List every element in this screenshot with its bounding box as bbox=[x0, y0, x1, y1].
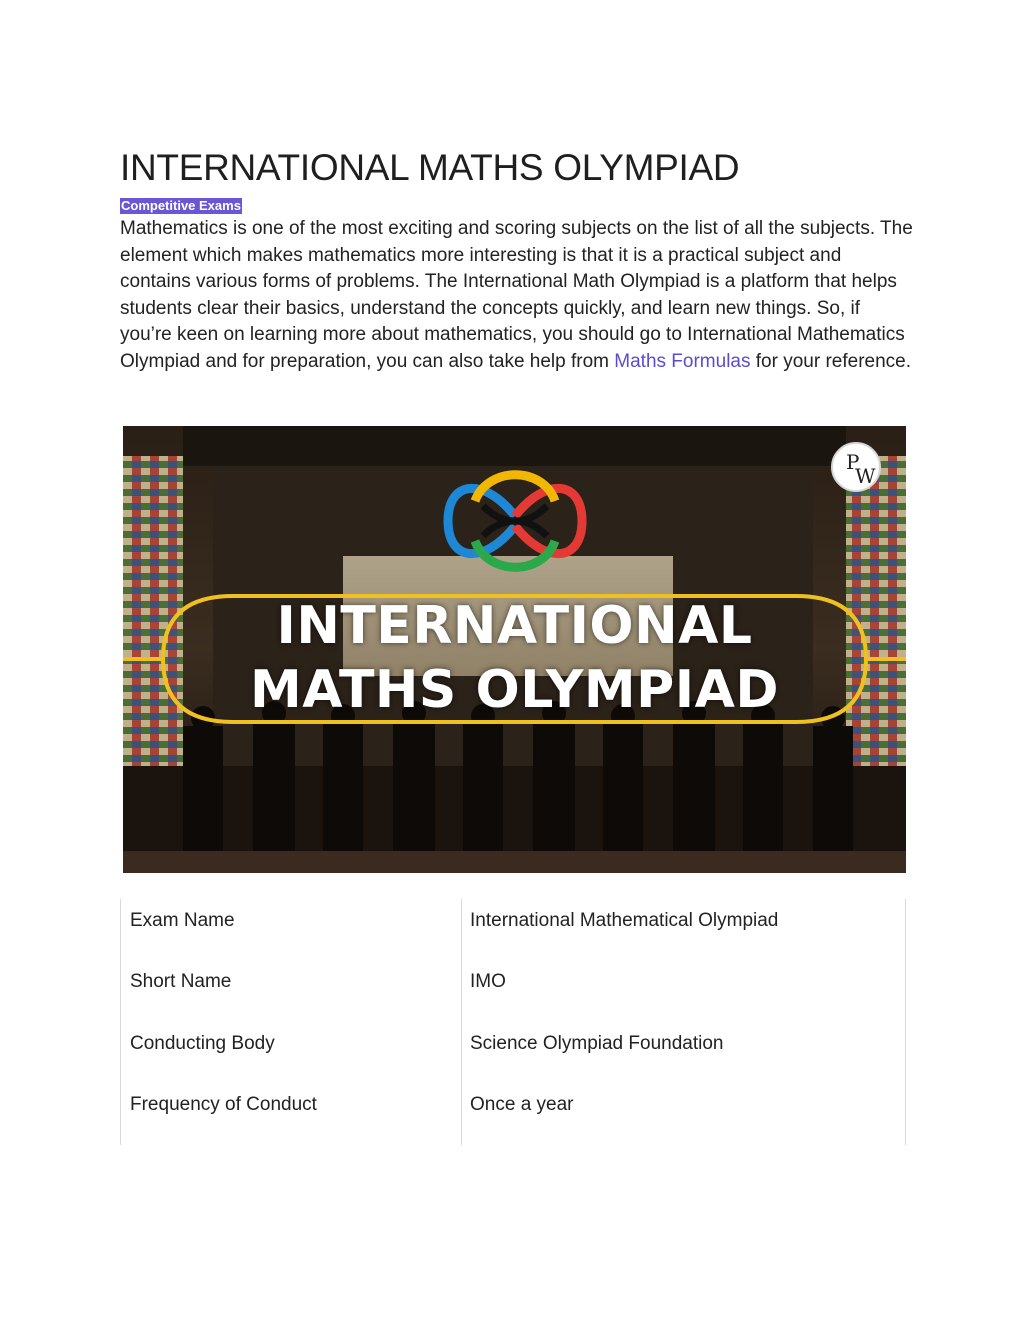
row-label: Exam Name bbox=[130, 910, 235, 931]
intro-paragraph bbox=[120, 216, 915, 376]
table-row bbox=[121, 1085, 905, 1125]
banner-title-line1: INTERNATIONAL bbox=[276, 596, 753, 656]
banner-image bbox=[123, 426, 906, 873]
row-label: Conducting Body bbox=[130, 1033, 275, 1054]
pw-logo bbox=[831, 442, 881, 492]
maths-formulas-link[interactable]: Maths Formulas bbox=[614, 350, 751, 372]
row-value: International Mathematical Olympiad bbox=[470, 910, 779, 931]
row-value: IMO bbox=[470, 971, 506, 992]
banner-title-line2: MATHS OLYMPIAD bbox=[249, 660, 779, 720]
pw-logo-w: W bbox=[855, 464, 876, 488]
table-row bbox=[121, 901, 905, 941]
intro-text: Mathematics is one of the most exciting and scoring subjects on the list of all the subjects. The element which makes mathematics more interesting is that it is a practical subject and contains various forms of problems. The International Math Olympiad is a platform that helps students clear their basics, understand the concepts quickly, and learn new things. So, if you’re keen on learning more about mathematics, you should go to International Mathematics Olympiad and for preparation, you can also take help from bbox=[120, 218, 913, 372]
row-value: Once a year bbox=[470, 1094, 574, 1115]
pw-logo-p: P bbox=[846, 450, 860, 474]
row-value: Science Olympiad Foundation bbox=[470, 1033, 724, 1054]
row-label: Short Name bbox=[130, 971, 232, 992]
intro-tail: for your reference. bbox=[750, 350, 912, 372]
category-tag[interactable]: Competitive Exams bbox=[121, 198, 241, 213]
exam-info-table bbox=[120, 899, 906, 1145]
table-row bbox=[121, 962, 905, 1002]
row-label: Frequency of Conduct bbox=[130, 1094, 317, 1115]
page-title: INTERNATIONAL MATHS OLYMPIAD bbox=[120, 147, 740, 188]
table-row bbox=[121, 1024, 905, 1064]
